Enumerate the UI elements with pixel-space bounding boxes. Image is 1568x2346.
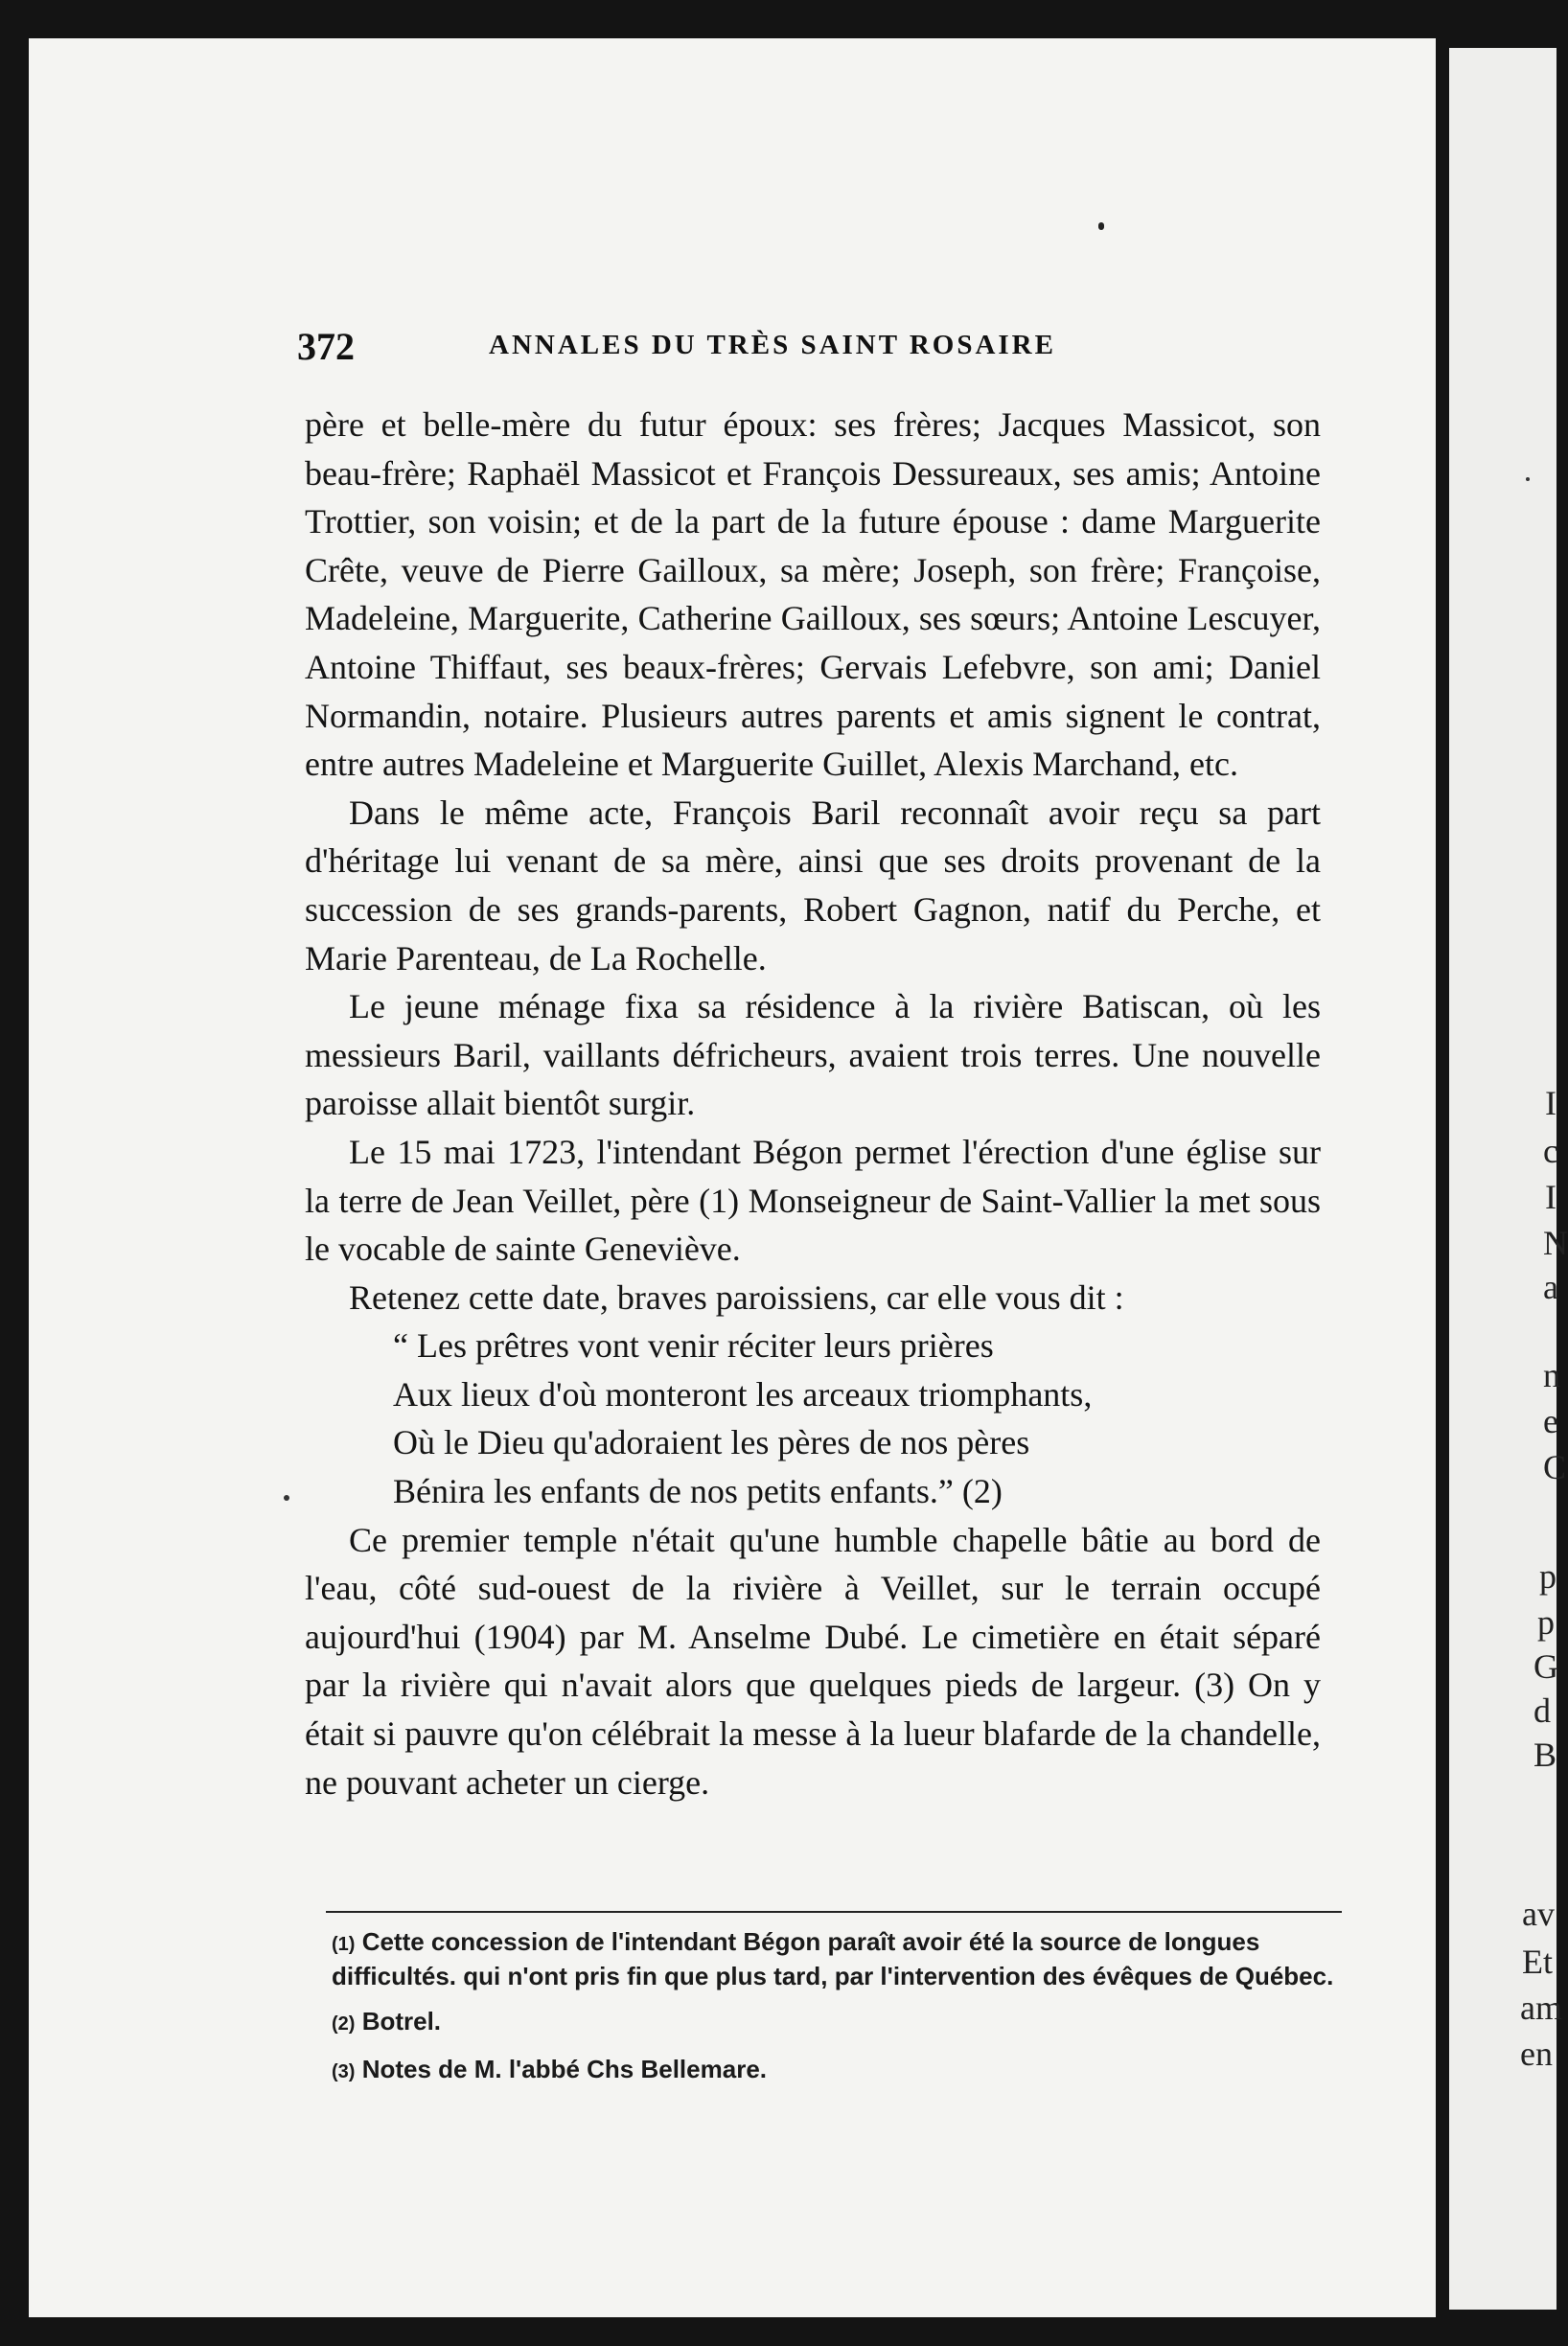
verse-line: Aux lieux d'où monteront les arceaux triomphants, (393, 1374, 1093, 1414)
paragraph: Ce premier temple n'était qu'une humble chapelle bâtie au bord de l'eau, côté sud-ouest de la rivière à Veillet, sur le terrain occupé aujourd'hui (1904) par M. Anselme Dubé. Le cimetière en était séparé par la rivière qui n'avait alors que quelques pieds de largeur. (3) On y était si pauvre qu'on célébrait la messe à la lueur blafarde de la chandelle, ne pouvant acheter un cierge. (305, 1520, 1321, 1802)
scan-speck (1526, 477, 1530, 481)
facing-page-fragment: am (1520, 1989, 1562, 2027)
facing-page-fragment: C (1543, 1448, 1567, 1486)
paragraph: Dans le même acte, François Baril reconnaît avoir reçu sa part d'héritage lui venant de sa mère, ainsi que ses droits provenant de la succession de ses grands-parents, Robert Gagnon, natif du Perche, et Marie Parenteau, de La Rochelle. (305, 793, 1321, 978)
footnote-mark: (1) (332, 1934, 356, 1955)
footnote-divider (326, 1911, 1342, 1913)
facing-page-fragment: a (1543, 1268, 1558, 1306)
facing-page-fragment: p (1539, 1557, 1556, 1596)
facing-page-fragment: en (1520, 2035, 1553, 2073)
facing-page-fragment: n (1543, 1356, 1560, 1394)
page-header (297, 324, 1256, 381)
scan-speck (284, 1495, 289, 1501)
verse-line: “ Les prêtres vont venir réciter leurs prières (393, 1326, 994, 1366)
page-number: 372 (297, 325, 355, 368)
footnote (332, 2006, 1348, 2040)
facing-page-fragment: I (1545, 1084, 1556, 1122)
paragraph: Le 15 mai 1723, l'intendant Bégon permet l'érection d'une église sur la terre de Jean Veillet, père (1) Monseigneur de Saint-Vallier la met sous le vocable de sainte Geneviève. (305, 1132, 1321, 1269)
body-text (305, 401, 1321, 1806)
facing-page-fragment: p (1537, 1603, 1555, 1642)
facing-page-fragment: Et (1522, 1943, 1553, 1981)
footnote (332, 1926, 1348, 1992)
footnote-mark: (3) (332, 2061, 356, 2082)
footnote-text: Botrel. (361, 2007, 442, 2036)
facing-page-fragment: B (1533, 1736, 1557, 1774)
running-title: ANNALES DU TRÈS SAINT ROSAIRE (489, 330, 1056, 360)
footnote-text: Cette concession de l'intendant Bégon paraît avoir été la source de longues difficultés. qui n'ont pris fin que plus tard, par l'intervention des évêques de Québec. (332, 1927, 1334, 1990)
facing-page-fragment: N (1543, 1224, 1568, 1262)
footnote-mark: (2) (332, 2013, 356, 2035)
facing-page-fragment: d (1533, 1691, 1551, 1730)
paragraph: Retenez cette date, braves paroissiens, car elle vous dit : (349, 1277, 1124, 1317)
facing-page-fragment: c (1543, 1132, 1558, 1170)
facing-page-fragment: av (1522, 1895, 1555, 1933)
footnotes (332, 1926, 1348, 2102)
verse-line: Où le Dieu qu'adoraient les pères de nos pères (393, 1423, 1030, 1462)
paragraph: père et belle-mère du futur époux: ses frères; Jacques Massicot, son beau-frère; Raphaël Massicot et François Dessureaux, ses amis; Antoine Trottier, son voisin; et de la part de la future épouse : dame Marguerite Crête, veuve de Pierre Gailloux, sa mère; Joseph, son frère; Françoise, Madeleine, Marguerite, Catherine Gailloux, ses sœurs; Antoine Lescuyer, Antoine Thiffaut, ses beaux-frères; Gervais Lefebvre, son ami; Daniel Normandin, notaire. Plusieurs autres parents et amis signent le contrat, entre autres Madeleine et Marguerite Guillet, Alexis Marchand, etc. (305, 405, 1321, 784)
facing-page-fragment: I (1545, 1178, 1556, 1216)
verse-quote (305, 1322, 1321, 1515)
footnote-text: Notes de M. l'abbé Chs Bellemare. (361, 2055, 767, 2083)
facing-page-fragment: G (1533, 1647, 1558, 1686)
paragraph: Le jeune ménage fixa sa résidence à la rivière Batiscan, où les messieurs Baril, vaillants défricheurs, avaient trois terres. Une nouvelle paroisse allait bientôt surgir. (305, 987, 1321, 1123)
facing-page-fragment: e (1543, 1402, 1558, 1440)
scan-speck (1098, 222, 1104, 230)
verse-line: Bénira les enfants de nos petits enfants.” (2) (393, 1472, 1003, 1511)
footnote (332, 2054, 1348, 2088)
